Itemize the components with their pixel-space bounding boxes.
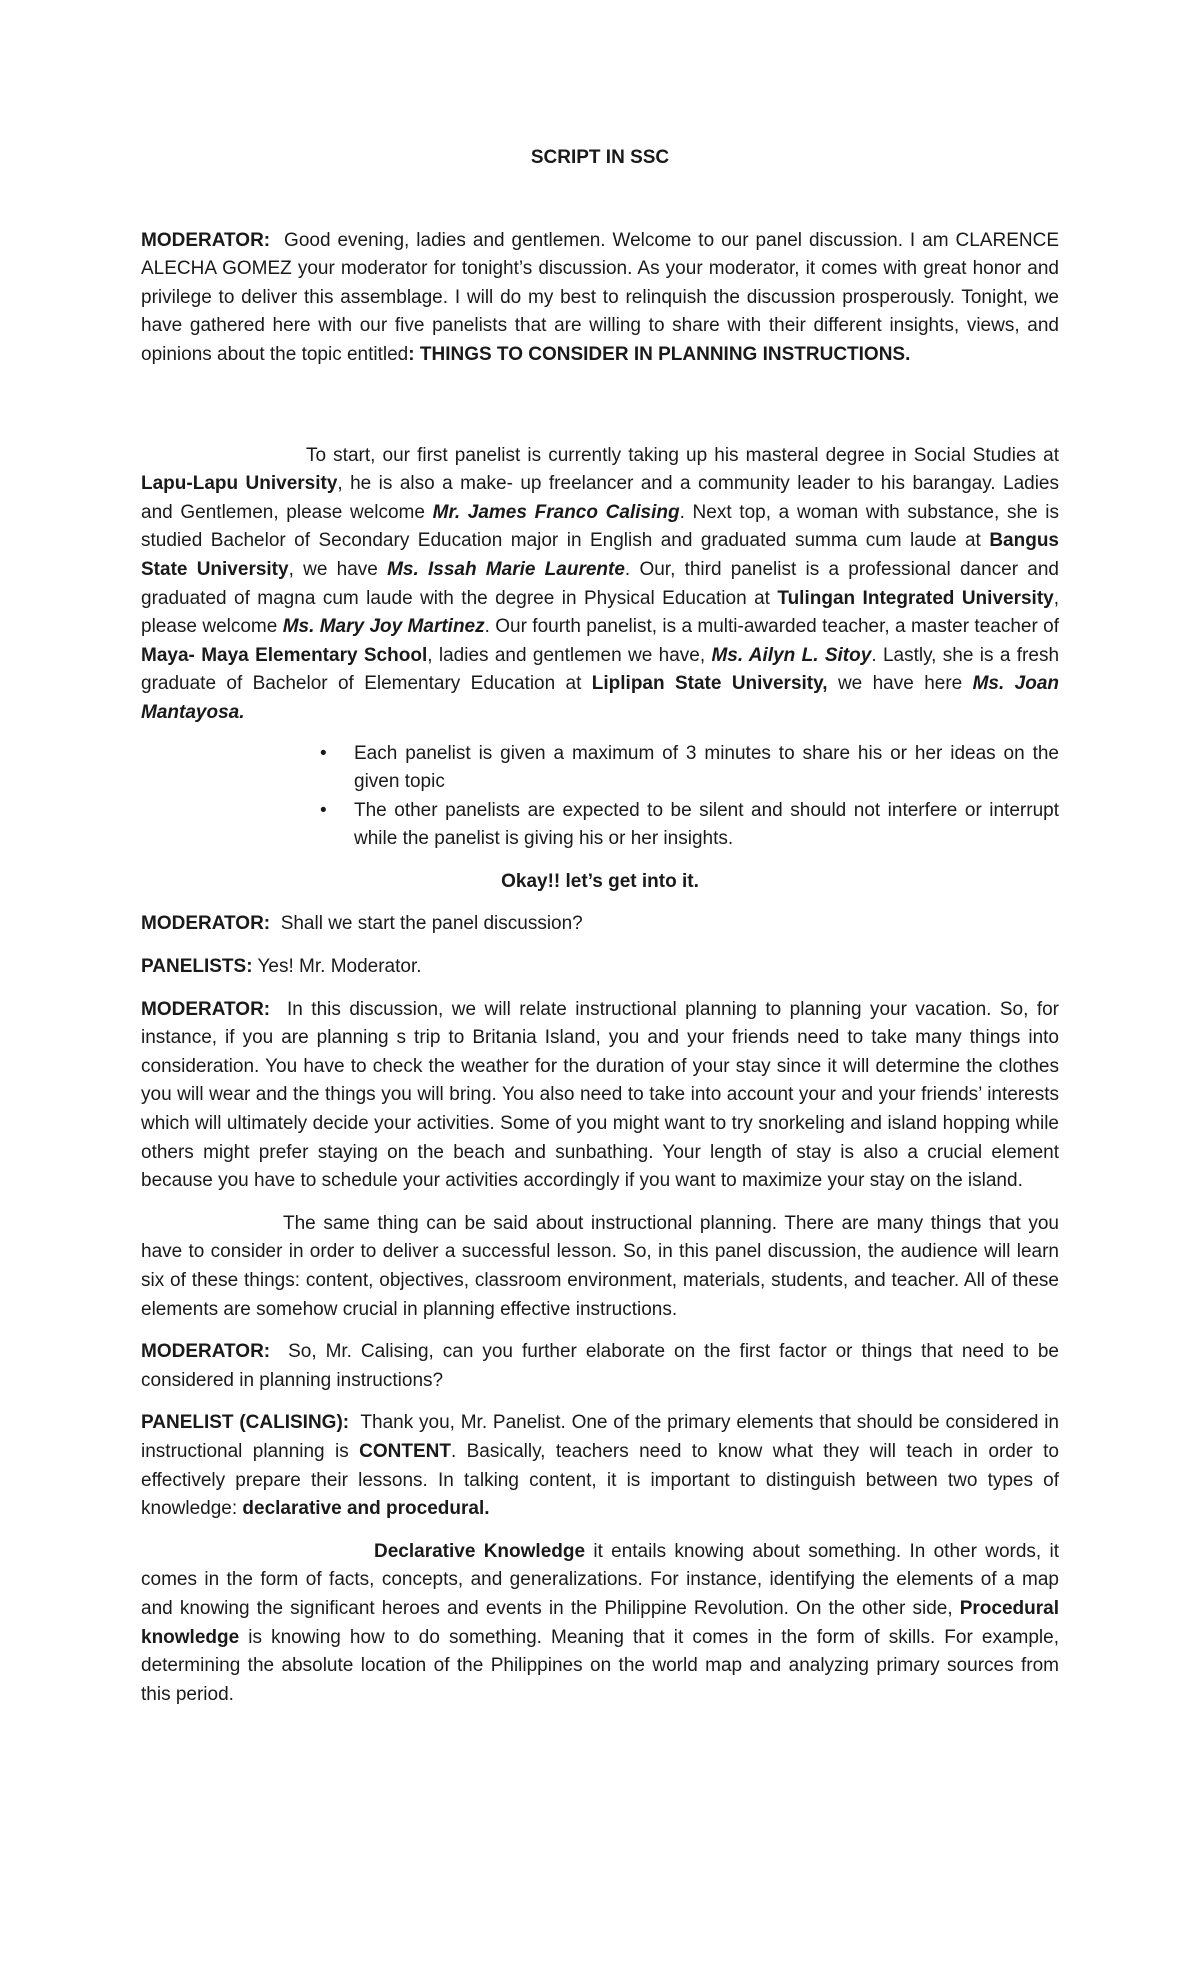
text-run: , ladies and gentlemen we have, [427, 644, 712, 666]
text-run: , we have [288, 558, 388, 580]
panelist-name: Mr. James Franco Calising [432, 501, 680, 523]
rule-text: The other panelists are expected to be silent and should not interfere or interrupt while the panelist is giving his or her insights. [354, 799, 1059, 850]
text-run: . Our fourth panelist, is a multi-awarded teacher, a master teacher of [484, 616, 1059, 638]
list-item [320, 797, 1059, 854]
rule-text: Each panelist is given a maximum of 3 minutes to share his or her ideas on the given topic [354, 742, 1059, 793]
bullet-icon: • [320, 799, 327, 821]
question-text: So, Mr. Calising, can you further elaborate on the first factor or things that need to be considered in planning instructions? [141, 1341, 1060, 1391]
text-run: . Next top, a woman with substance, she is studied Bachelor of Secondary Education major in English and graduated summa cum laude at [141, 501, 1059, 552]
document-title: SCRIPT IN SSC [530, 147, 670, 168]
panelists-introduction [141, 442, 1059, 728]
panelist-name: Ms. Mary Joy Martinez [282, 616, 485, 638]
text-run: To start, our first panelist is currently taking up his masteral degree in Social Studies at [306, 444, 1059, 466]
text-run: . Our, third panelist is a professional dancer and graduated of magna cum laude with the degree in Physical Education at [141, 558, 1059, 609]
panelist-name: Ms. Issah Marie Laurente [387, 558, 625, 580]
panelist-answer [141, 1409, 1059, 1523]
list-item [320, 740, 1059, 797]
knowledge-types: declarative and procedural. [242, 1498, 490, 1520]
school-name: Maya- Maya Elementary School [141, 644, 428, 666]
text-run: . Lastly, she is a fresh graduate of Bachelor of Elementary Education at [141, 644, 1060, 695]
panelist-name: Ms. Joan Mantayosa. [141, 673, 1060, 723]
topic-title: : THINGS TO CONSIDER IN PLANNING INSTRUCTIONS. [408, 343, 911, 365]
transition-line: Okay!! let’s get into it. [501, 870, 699, 892]
instructional-planning-paragraph: The same thing can be said about instructional planning. There are many things that you have to consider in order to deliver a successful lesson. So, in this panel discussion, the audience will learn six of these things: content, objectives, classroom environment, materials, students, and teacher. All of these elements are somehow crucial in planning effective instructions. [141, 1212, 1059, 1320]
dialogue-text: Yes! Mr. Moderator. [257, 956, 422, 978]
speaker-label: MODERATOR: [141, 1341, 271, 1363]
moderator-intro [141, 227, 1059, 370]
university-name: Bangus State University [141, 530, 1059, 580]
university-name: Liplipan State University, [591, 673, 828, 695]
panelist-name: Ms. Ailyn L. Sitoy [711, 644, 872, 666]
speaker-label: PANELISTS: [141, 956, 253, 978]
text-run: we have here [827, 673, 973, 695]
speaker-label: MODERATOR: [141, 229, 271, 251]
bullet-icon: • [320, 742, 327, 764]
text-run: , he is also a make- up freelancer and a community leader to his barangay. Ladies and Gentlemen, please welcome [141, 473, 1059, 523]
text-run: it entails knowing about something. In other words, it comes in the form of facts, concepts, and generalizations. For instance, identifying the elements of a map and knowing the significant heroes and events in the Philippine Revolution. On the other side, [141, 1540, 1059, 1619]
text-run: Thank you, Mr. Panelist. One of the primary elements that should be considered in instructional planning is [141, 1412, 1059, 1462]
speaker-label: MODERATOR: [141, 998, 271, 1020]
moderator-analogy [141, 996, 1059, 1196]
analogy-text: In this discussion, we will relate instructional planning to planning your vacation. So, for instance, if you are planning s trip to Britania Island, you and your friends need to take many things into consideration. You have to check the weather for the duration of your stay since it will determine the clothes you will wear and the things you will bring. You also need to take into account your and your friends’ interests which will ultimately decide your activities. Some of you might want to try snorkeling and island hopping while others might prefer staying on the beach and sunbathing. Your length of stay is also a crucial element because you have to schedule your activities accordingly if you want to maximize your stay on the island. [141, 998, 1059, 1192]
dialogue-line [141, 953, 1059, 982]
text-run: is knowing how to do something. Meaning that it comes in the form of skills. For example, determining the absolute location of the Philippines on the world map and analyzing primary sources from this period. [141, 1626, 1059, 1705]
declarative-label: Declarative Knowledge [374, 1540, 586, 1562]
procedural-label: Procedural knowledge [141, 1597, 1059, 1648]
rules-list [141, 740, 1059, 854]
moderator-question [141, 1338, 1059, 1395]
university-name: Lapu-Lapu University [141, 473, 338, 495]
dialogue-line [141, 910, 1059, 939]
knowledge-paragraph [141, 1538, 1059, 1710]
speaker-label: MODERATOR: [141, 913, 271, 935]
document-body [141, 144, 1059, 1709]
content-keyword: CONTENT [359, 1440, 451, 1462]
dialogue-text: Shall we start the panel discussion? [280, 913, 583, 935]
intro-text: Good evening, ladies and gentlemen. Welcome to our panel discussion. I am CLARENCE ALECHA GOMEZ your moderator for tonight’s discussion. As your moderator, it comes with great honor and privilege to deliver this assemblage. I will do my best to relinquish the discussion prosperously. Tonight, we have gathered here with our five panelists that are willing to share with their different insights, views, and opinions about the topic entitled [141, 229, 1059, 365]
text-run: . Basically, teachers need to know what they will teach in order to effectively prepare their lessons. In talking content, it is important to distinguish between two types of knowledge: [141, 1440, 1059, 1520]
speaker-label: PANELIST (CALISING): [141, 1412, 350, 1434]
university-name: Tulingan Integrated University [777, 587, 1054, 609]
text-run: , please welcome [141, 587, 1059, 638]
